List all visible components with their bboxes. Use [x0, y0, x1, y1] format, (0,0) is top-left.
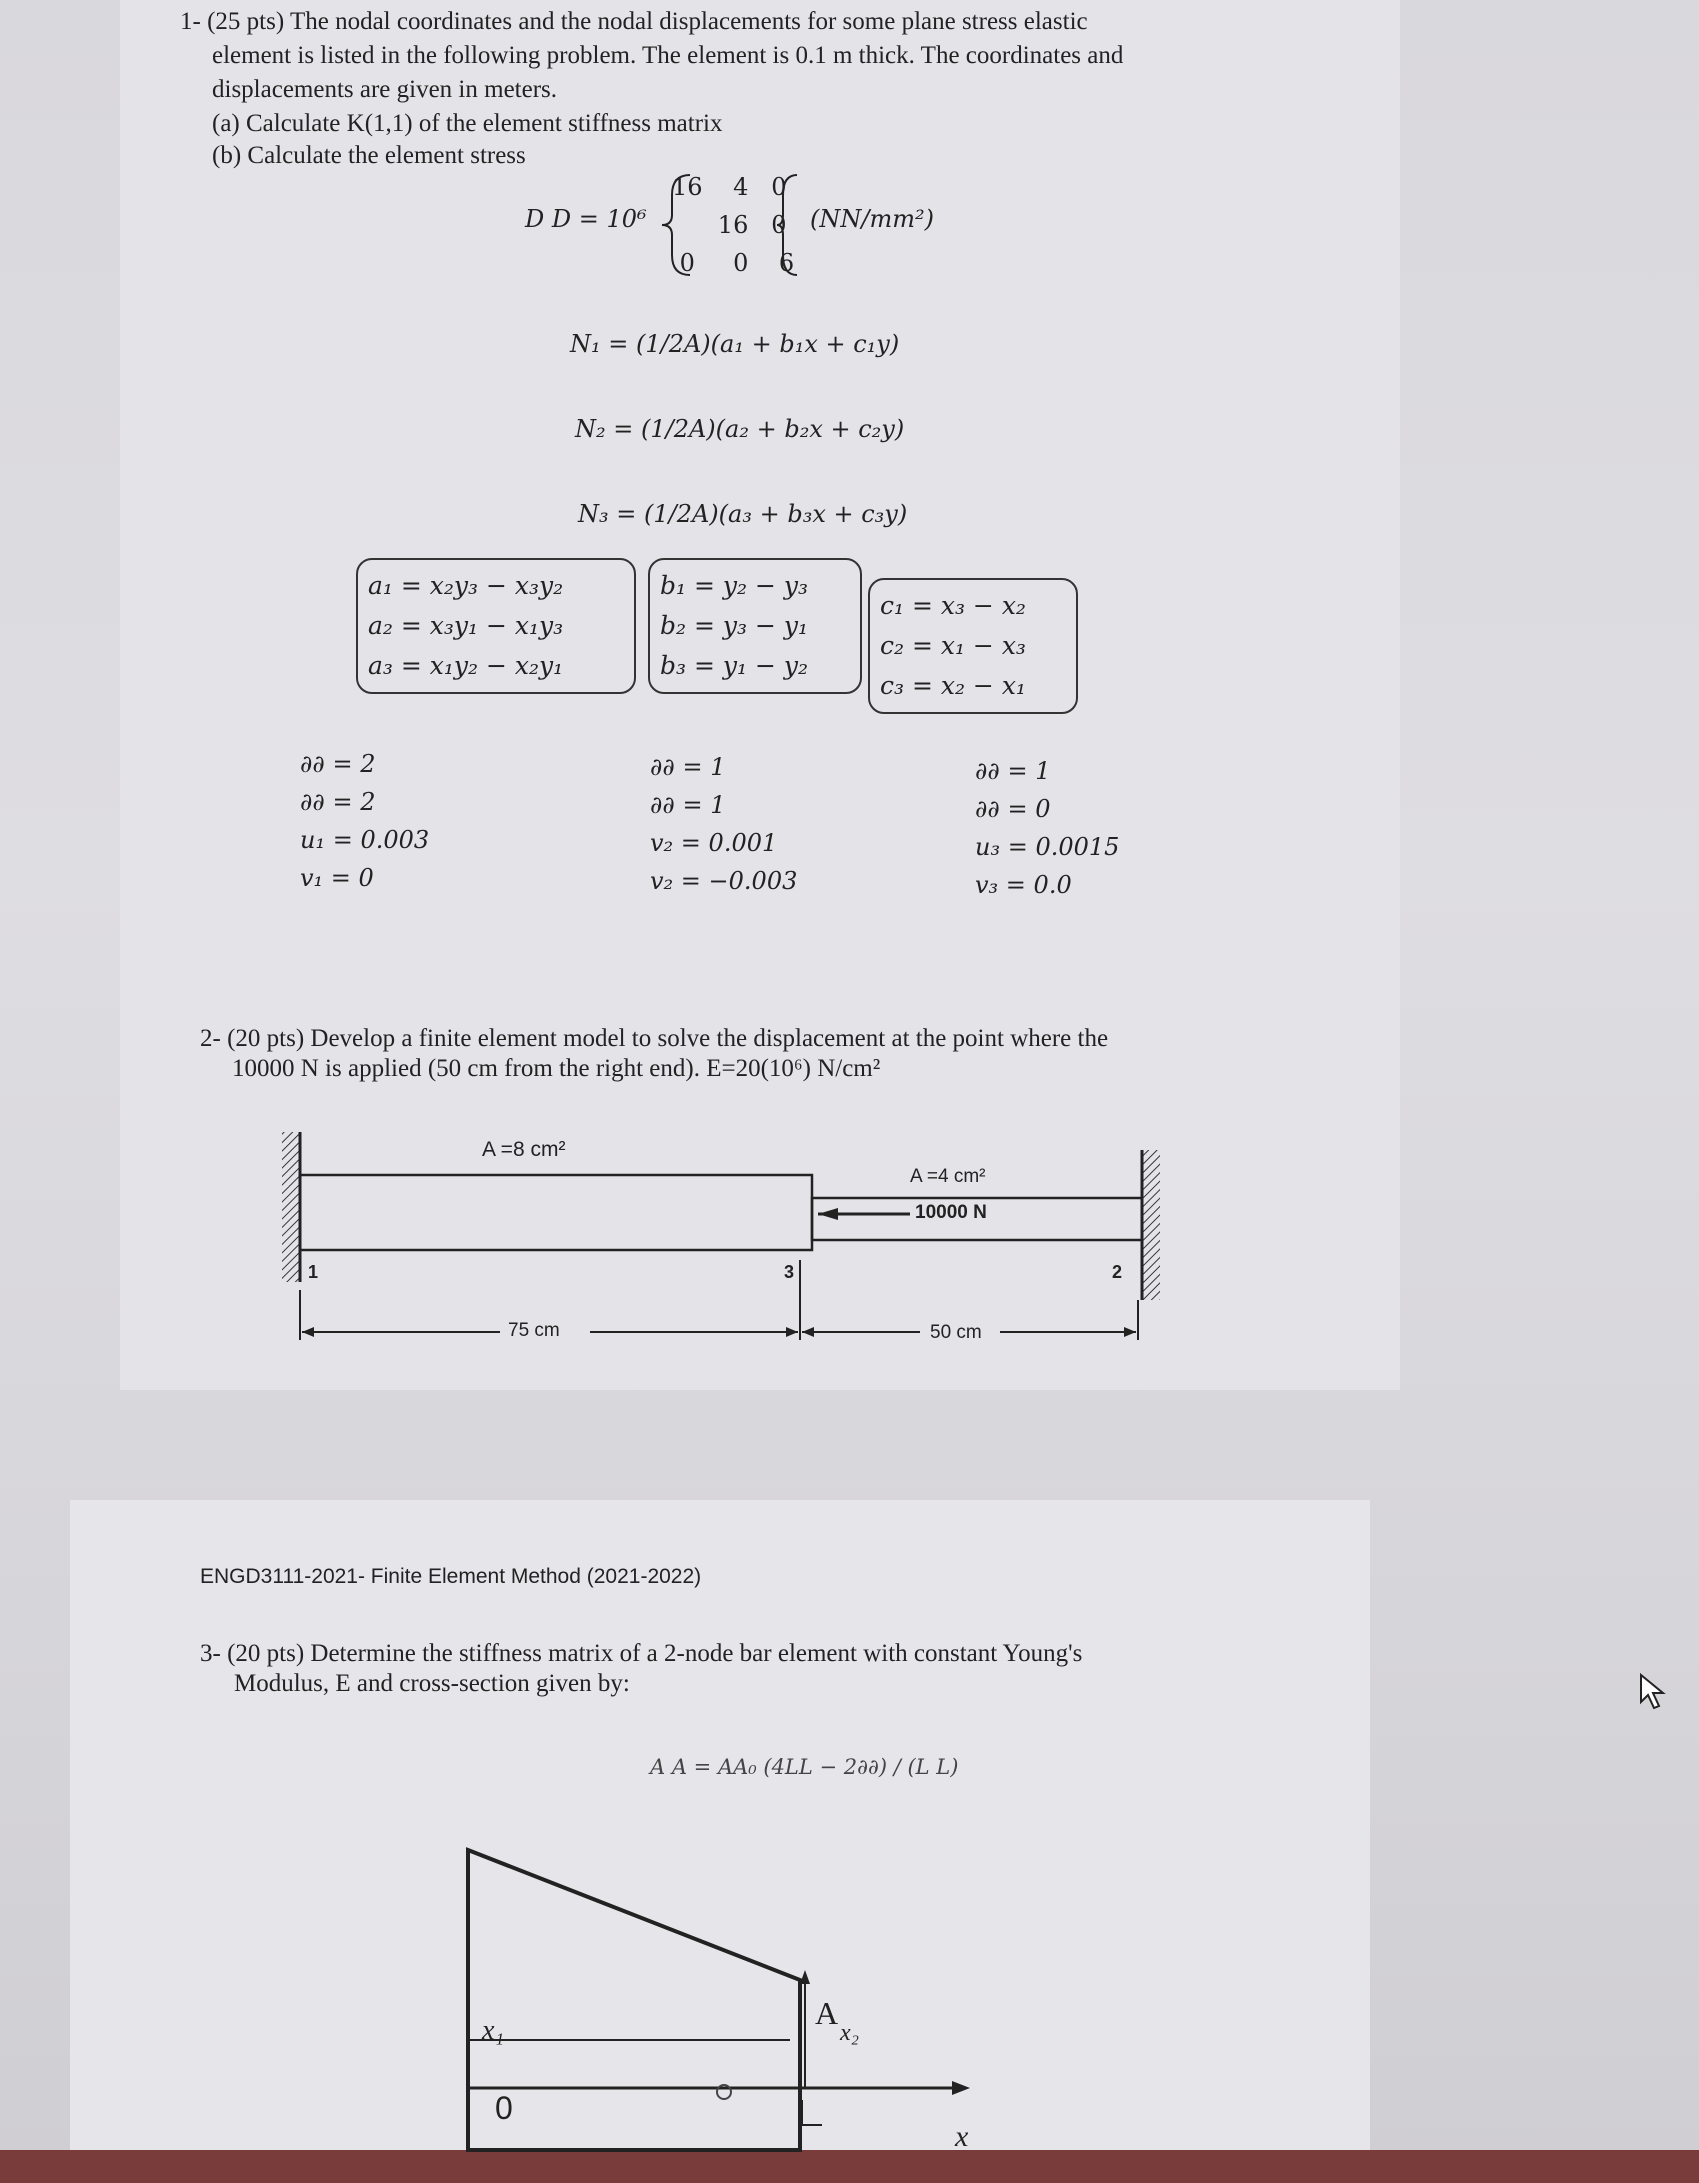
d-matrix-cell: 0: [679, 249, 695, 277]
problem2-line2: 10000 N is applied (50 cm from the right end). E=20(10⁶) N/cm²: [232, 1055, 881, 1082]
b-coefficients-box: [648, 558, 862, 694]
node2-datum: ∂∂ = 1: [650, 791, 726, 819]
a-coefficient: a₂ = x₃y₁ − x₁y₃: [368, 611, 564, 640]
course-header: ENGD3111-2021- Finite Element Method (2021-2022): [200, 1565, 702, 1588]
area-left-label: A =8 cm²: [482, 1138, 566, 1161]
d-matrix-cell: 16: [717, 211, 749, 239]
a-coefficients-box: [356, 558, 636, 694]
node2-data-column: [650, 748, 797, 900]
shape-function-n2: N₂ = (1/2A)(a₂ + b₂x + c₂y): [575, 415, 905, 443]
d-matrix-cell: 0: [771, 173, 787, 201]
cursor-icon: [1638, 1672, 1672, 1712]
c-coefficient: c₂ = x₁ − x₃: [880, 631, 1026, 660]
a-coefficient: a₁ = x₂y₃ − x₃y₂: [368, 571, 564, 600]
x1-label: x₁: [482, 2015, 505, 2046]
x2-label: x₂: [840, 2020, 859, 2046]
node-1-label: 1: [308, 1262, 319, 1282]
problem1-line1: 1- (25 pts) The nodal coordinates and the nodal displacements for some plane stress elastic: [180, 8, 1088, 35]
d-matrix-cell: 0: [771, 211, 787, 239]
node3-datum: ∂∂ = 1: [975, 757, 1051, 785]
node3-datum: u₃ = 0.0015: [975, 833, 1120, 861]
node3-data-column: [975, 752, 1119, 904]
area-end-label: A: [815, 1995, 839, 2031]
shape-function-n3: N₃ = (1/2A)(a₃ + b₃x + c₃y): [578, 500, 908, 528]
d-matrix-cell: 6: [778, 249, 795, 277]
a-coefficient: a₃ = x₁y₂ − x₂y₁: [368, 651, 564, 680]
c-coefficient: c₃ = x₂ − x₁: [880, 671, 1026, 700]
problem1-part-b: (b) Calculate the element stress: [212, 142, 526, 169]
problem3-line1: 3- (20 pts) Determine the stiffness matrix of a 2-node bar element with constant Young's: [200, 1640, 1083, 1667]
problem1-part-a: (a) Calculate K(1,1) of the element stiffness matrix: [212, 110, 723, 137]
problem2-line1: 2- (20 pts) Develop a finite element model to solve the displacement at the point where the: [200, 1025, 1109, 1052]
b-coefficient: b₁ = y₂ − y₃: [660, 571, 808, 600]
d-matrix-cell: 16: [672, 173, 703, 201]
b-coefficient: b₃ = y₁ − y₂: [660, 651, 808, 680]
area-formula: A A = AA₀ (4LL − 2∂∂) / (L L): [650, 1755, 959, 1779]
length-end-label: [808, 2098, 824, 2128]
b-coefficient: b₂ = y₃ − y₁: [660, 611, 808, 640]
node1-datum: u₁ = 0.003: [300, 826, 430, 854]
node2-datum: v₂ = 0.001: [650, 829, 778, 857]
node-2-label: 2: [1112, 1262, 1123, 1282]
x-axis-label: x: [955, 2120, 969, 2153]
node3-datum: v₃ = 0.0: [975, 871, 1072, 899]
problem1-line3: displacements are given in meters.: [212, 76, 558, 103]
length-left-label: 75 cm: [508, 1320, 560, 1341]
node2-datum: ∂∂ = 1: [650, 753, 726, 781]
node1-datum: ∂∂ = 2: [300, 788, 376, 816]
origin-label: 0: [495, 2090, 513, 2126]
length-right-label: 50 cm: [930, 1322, 982, 1343]
d-matrix-cell: [672, 211, 687, 239]
c-coefficients-box: [868, 578, 1078, 714]
node2-datum: v₂ = −0.003: [650, 867, 798, 895]
force-label: 10000 N: [915, 1202, 987, 1223]
tapered-bar-diagram: [430, 1830, 1010, 2160]
d-matrix-label: D D = 10⁶: [525, 205, 647, 233]
d-matrix-cell: 0: [733, 249, 749, 277]
problem1-line2: element is listed in the following problem. The element is 0.1 m thick. The coordinates and: [212, 42, 1124, 69]
problem3-line2: Modulus, E and cross-section given by:: [234, 1670, 630, 1697]
stepped-bar-diagram: [270, 1120, 1170, 1370]
node1-data-column: [300, 745, 429, 897]
d-matrix-units: (NN/mm²): [810, 205, 934, 233]
node1-datum: v₁ = 0: [300, 864, 374, 892]
node1-datum: ∂∂ = 2: [300, 750, 376, 778]
d-matrix-cell: 4: [733, 173, 749, 201]
d-matrix-right-brace: [775, 170, 815, 280]
area-right-label: A =4 cm²: [910, 1166, 986, 1187]
node-3-label: 3: [784, 1262, 795, 1282]
node3-datum: ∂∂ = 0: [975, 795, 1051, 823]
shape-function-n1: N₁ = (1/2A)(a₁ + b₁x + c₁y): [570, 330, 900, 358]
c-coefficient: c₁ = x₃ − x₂: [880, 591, 1026, 620]
